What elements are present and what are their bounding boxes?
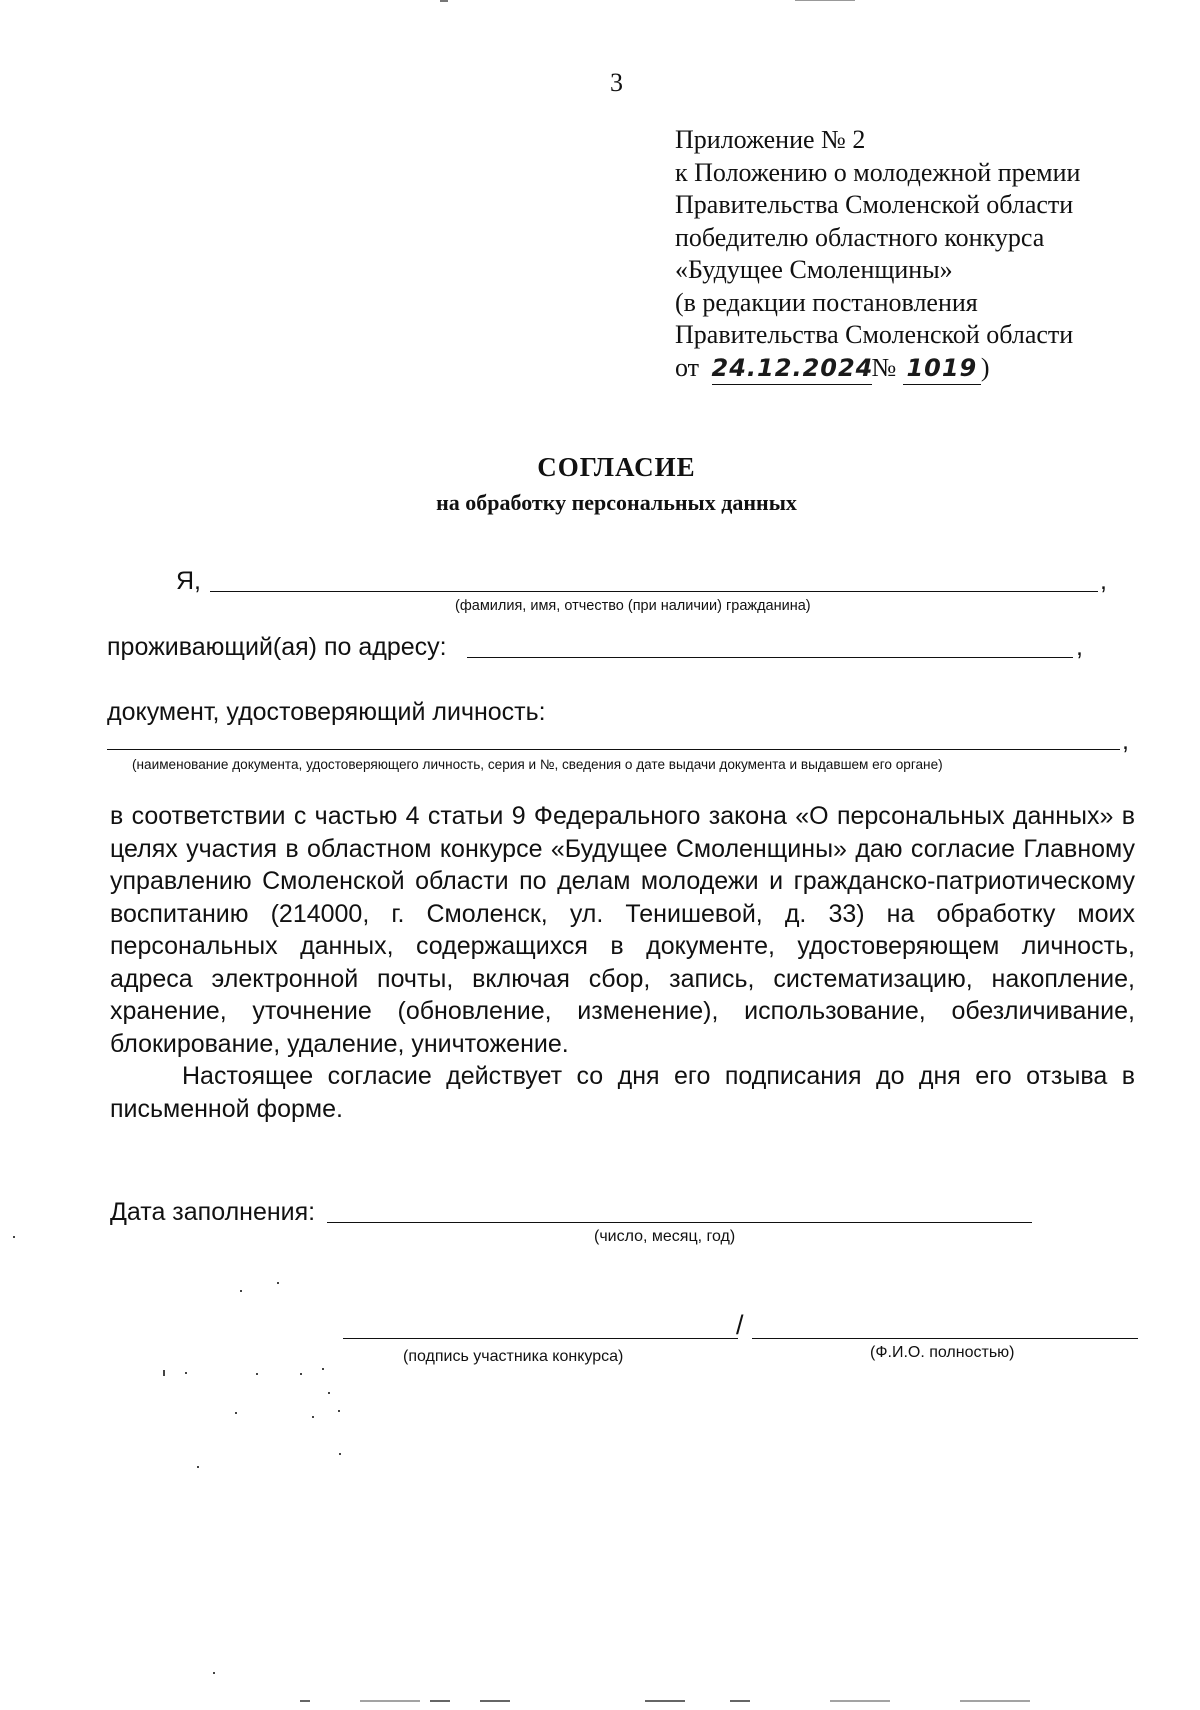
appendix-date-line — [675, 352, 1080, 386]
document-subtitle: на обработку персональных данных — [436, 490, 797, 515]
scan-speck — [338, 1410, 340, 1412]
signature-hint: (подпись участника конкурса) — [403, 1348, 624, 1365]
scan-speck — [185, 1372, 187, 1374]
appendix-line: победителю областного конкурса — [675, 222, 1045, 252]
scan-speck — [240, 1290, 242, 1292]
comma: , — [1076, 633, 1083, 661]
paragraph-line: блокирование, удаление, уничтожение. — [110, 1029, 569, 1058]
fio-hint: (Ф.И.О. полностью) — [870, 1344, 1015, 1361]
paragraph-line: в соответствии с частью 4 статьи 9 Федерального закона «О персональных данных» в — [110, 802, 1135, 830]
signature-line[interactable] — [343, 1338, 738, 1339]
date-fill-line[interactable] — [327, 1222, 1032, 1223]
scan-speck — [830, 1700, 890, 1702]
appendix-line: (в редакции постановления — [675, 287, 978, 317]
document-title: СОГЛАСИЕ — [537, 452, 696, 482]
scan-speck — [328, 1392, 330, 1394]
scan-speck — [163, 1370, 165, 1376]
validity-line: Настоящее согласие действует со дня его подписания до дня его отзыва в — [182, 1062, 1135, 1090]
comma: , — [1122, 727, 1129, 755]
scan-speck — [960, 1700, 1030, 1702]
scan-speck — [213, 1672, 215, 1674]
name-hint: (фамилия, имя, отчество (при наличии) гражданина) — [455, 598, 811, 614]
appendix-header — [675, 124, 1080, 385]
document-label: документ, удостоверяющий личность: — [107, 698, 546, 726]
document-hint: (наименование документа, удостоверяющего личность, серия и №, сведения о дате выдачи документа и выдавшем его органе) — [132, 757, 943, 772]
scan-speck — [480, 1700, 510, 1702]
closing-paren: ) — [980, 352, 990, 382]
scan-speck — [795, 0, 855, 1]
validity-line: письменной форме. — [110, 1094, 343, 1123]
scan-speck — [730, 1700, 750, 1702]
scan-speck — [277, 1282, 279, 1284]
address-field-line[interactable] — [467, 657, 1073, 658]
handwritten-date: 24.12.2024 — [712, 352, 872, 386]
slash-divider: / — [736, 1310, 744, 1340]
from-label: от — [675, 352, 700, 382]
scan-speck — [440, 0, 448, 2]
appendix-line: к Положению о молодежной премии — [675, 157, 1081, 187]
scan-speck — [322, 1368, 324, 1370]
scan-speck — [13, 1236, 15, 1238]
scan-speck — [300, 1373, 302, 1375]
page-number: 3 — [610, 68, 623, 97]
paragraph-line: целях участия в областном конкурсе «Будущее Смоленщины» даю согласие Главному — [110, 834, 1135, 863]
scan-speck — [339, 1453, 341, 1455]
address-label: проживающий(ая) по адресу: — [107, 633, 447, 661]
date-fill-hint: (число, месяц, год) — [594, 1228, 736, 1245]
name-prefix: Я, — [176, 567, 201, 595]
scan-speck — [235, 1412, 237, 1414]
scan-speck — [312, 1416, 314, 1418]
scan-speck — [645, 1700, 685, 1702]
scan-speck — [197, 1466, 199, 1468]
appendix-line: Правительства Смоленской области — [675, 320, 1074, 349]
fio-line[interactable] — [752, 1338, 1138, 1339]
number-label: № — [871, 352, 897, 382]
paragraph-line: персональных данных, содержащихся в документе, удостоверяющем личность, — [110, 932, 1135, 960]
comma: , — [1100, 567, 1107, 595]
scan-speck — [300, 1700, 310, 1702]
paragraph-line: адреса электронной почты, включая сбор, запись, систематизацию, накопление, — [110, 964, 1135, 993]
scan-speck — [360, 1700, 420, 1702]
scan-speck — [256, 1373, 258, 1375]
appendix-line: Приложение № 2 — [675, 125, 866, 154]
scan-speck — [430, 1700, 450, 1702]
appendix-line: «Будущее Смоленщины» — [675, 255, 953, 284]
date-fill-label: Дата заполнения: — [110, 1198, 316, 1226]
document-field-line[interactable] — [107, 749, 1120, 750]
consent-paragraph — [110, 800, 1135, 1125]
handwritten-number: 1019 — [903, 352, 981, 386]
paragraph-line: хранение, уточнение (обновление, изменение), использование, обезличивание, — [110, 997, 1135, 1025]
paragraph-line: управлению Смоленской области по делам молодежи и гражданско-патриотическому — [110, 867, 1135, 895]
appendix-line: Правительства Смоленской области — [675, 190, 1074, 219]
paragraph-line: воспитанию (214000, г. Смоленск, ул. Тенишевой, д. 33) на обработку моих — [110, 899, 1135, 928]
name-field-line[interactable] — [210, 591, 1098, 592]
